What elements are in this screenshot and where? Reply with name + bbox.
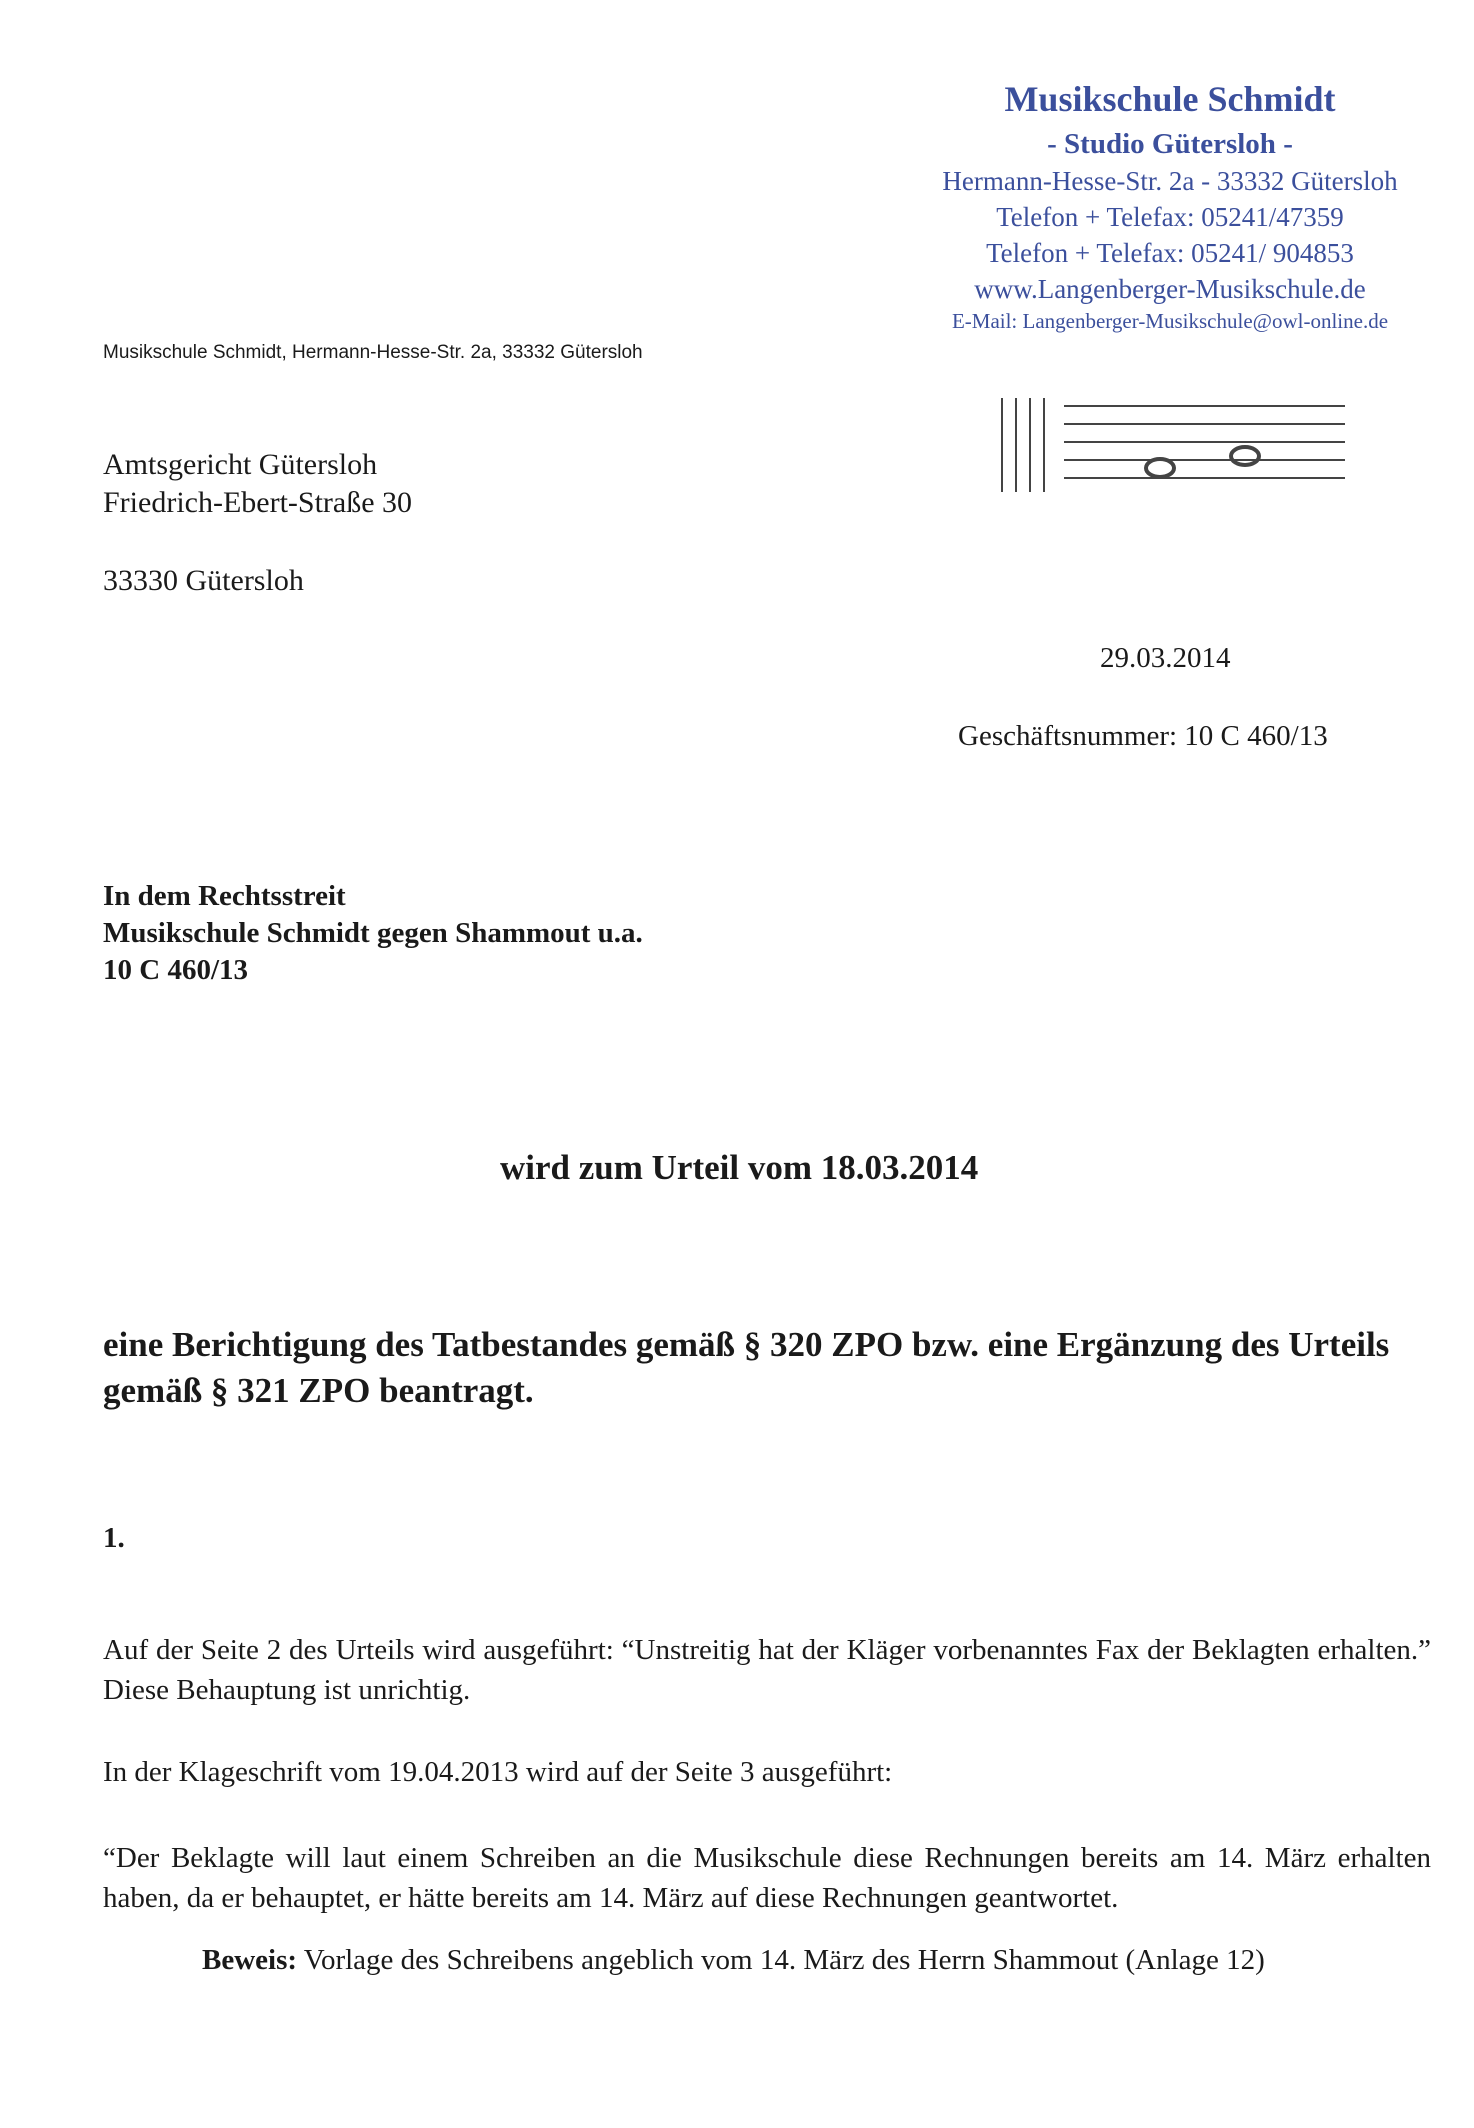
case-line-2: Musikschule Schmidt gegen Shammout u.a. xyxy=(103,917,643,949)
heading-motion: eine Berichtigung des Tatbestandes gemäß § 320 ZPO bzw. eine Ergänzung des Urteils gemäß § 321 ZPO beantragt. xyxy=(103,1325,1390,1410)
letterhead-phone-2: Telefon + Telefax: 05241/ 904853 xyxy=(986,238,1354,268)
sender-return-address: Musikschule Schmidt, Hermann-Hesse-Str. 2a, 33332 Gütersloh xyxy=(103,342,643,363)
letterhead-website: www.Langenberger-Musikschule.de xyxy=(974,274,1366,304)
letterhead-address: Hermann-Hesse-Str. 2a - 33332 Gütersloh xyxy=(942,166,1398,196)
music-staff-logo-icon xyxy=(990,392,1360,502)
letterhead-name: Musikschule Schmidt xyxy=(1004,79,1336,119)
point-number: 1. xyxy=(103,1522,125,1554)
paragraph-2: In der Klageschrift vom 19.04.2013 wird auf der Seite 3 ausgeführt: xyxy=(103,1756,893,1788)
letter-date: 29.03.2014 xyxy=(1100,642,1231,674)
evidence-text: Vorlage des Schreibens angeblich vom 14. März des Herrn Shammout (Anlage 12) xyxy=(297,1944,1265,1976)
evidence-label: Beweis: xyxy=(202,1944,298,1976)
heading-judgment: wird zum Urteil vom 18.03.2014 xyxy=(500,1148,979,1187)
letterhead-phone-1: Telefon + Telefax: 05241/47359 xyxy=(996,202,1344,232)
case-line-1: In dem Rechtsstreit xyxy=(103,880,346,912)
case-reference: Geschäftsnummer: 10 C 460/13 xyxy=(958,720,1328,752)
letterhead-studio: - Studio Gütersloh - xyxy=(1047,128,1293,160)
paragraph-3: “Der Beklagte will laut einem Schreiben an die Musikschule diese Rechnungen bereits am 14. März erhalten haben, da er behauptet, er hätte bereits am 14. März auf diese Rechnungen geantwortet. xyxy=(103,1842,1431,1914)
paragraph-1: Auf der Seite 2 des Urteils wird ausgeführt: “Unstreitig hat der Kläger vorbenanntes Fax der Beklagten erhalten.” Diese Behauptung ist unrichtig. xyxy=(103,1634,1431,1706)
letterhead-email: E-Mail: Langenberger-Musikschule@owl-online.de xyxy=(951,309,1389,333)
recipient-city: 33330 Gütersloh xyxy=(103,564,304,597)
recipient-name: Amtsgericht Gütersloh xyxy=(103,448,378,481)
evidence-line xyxy=(202,1944,1265,1977)
recipient-street: Friedrich-Ebert-Straße 30 xyxy=(103,486,413,519)
case-line-3: 10 C 460/13 xyxy=(103,954,248,986)
